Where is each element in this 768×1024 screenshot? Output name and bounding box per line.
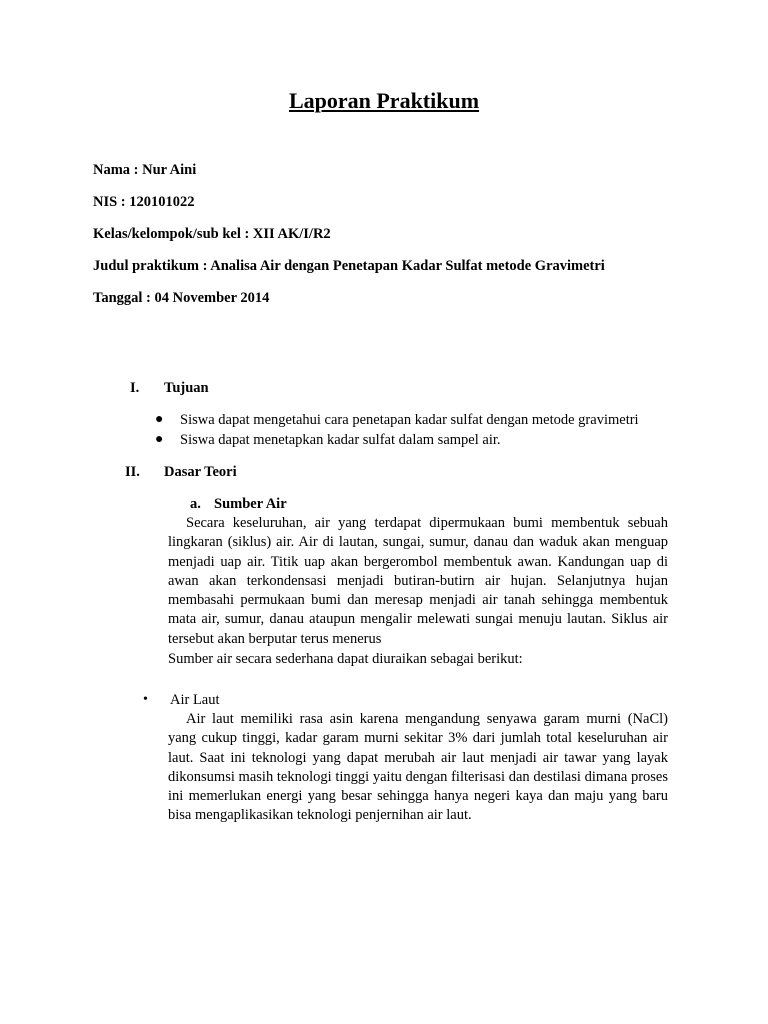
bullet-icon: ● [155, 412, 164, 427]
sumber-air-paragraph: Secara keseluruhan, air yang terdapat dipermukaan bumi membentuk sebuah lingkaran (siklus) air. Air di lautan, sungai, sumur, danau dan waduk akan menguap menjadi uap air. Titik uap akan bergerombol membentuk awan. Kandungan uap di awan akan terkondensasi menjadi butiran-butirn air hujan. Selanjutnya hujan membasahi permukaan bumi dan meresap menjadi air tanah sehingga membentuk mata air, sumur, danau ataupun mengalir melewati sungai menuju lautan. Siklus air tersebut akan berputar terus menerus [168, 515, 668, 647]
subsection-a-title: Sumber Air [214, 496, 287, 512]
subsection-a-label: a. [190, 496, 201, 512]
judul-line: Judul praktikum : Analisa Air dengan Penetapan Kadar Sulfat metode Gravimetri [93, 258, 605, 274]
nis-line: NIS : 120101022 [93, 194, 195, 210]
section-2-number: II. [125, 464, 140, 480]
tanggal-line: Tanggal : 04 November 2014 [93, 290, 270, 306]
bullet-icon: • [143, 692, 148, 707]
section-1-title: Tujuan [164, 380, 209, 396]
section-2-title: Dasar Teori [164, 464, 237, 480]
tujuan-bullet-2: Siswa dapat menetapkan kadar sulfat dalam sampel air. [180, 432, 501, 448]
page-title: Laporan Praktikum [288, 88, 480, 113]
air-laut-title: Air Laut [170, 692, 220, 708]
nama-line: Nama : Nur Aini [93, 162, 197, 178]
tujuan-bullet-1: Siswa dapat mengetahui cara penetapan kadar sulfat dengan metode gravimetri [180, 412, 639, 428]
sumber-air-followup: Sumber air secara sederhana dapat diuraikan sebagai berikut: [168, 651, 523, 667]
air-laut-paragraph: Air laut memiliki rasa asin karena mengandung senyawa garam murni (NaCl) yang cukup tinggi, kadar garam murni sekitar 3% dari jumlah total keseluruhan air laut. Saat ini teknologi yang dapat merubah air laut menjadi air tawar yang layak dikonsumsi masih teknologi tinggi yaitu dengan filterisasi dan destilasi dimana proses ini memerlukan energi yang besar sehingga hanya negeri kaya dan maju yang baru bisa mengaplikasikan teknologi penjernihan air laut. [168, 711, 668, 824]
bullet-icon: ● [155, 432, 164, 447]
kelas-line: Kelas/kelompok/sub kel : XII AK/I/R2 [93, 226, 331, 242]
section-1-number: I. [130, 380, 140, 396]
